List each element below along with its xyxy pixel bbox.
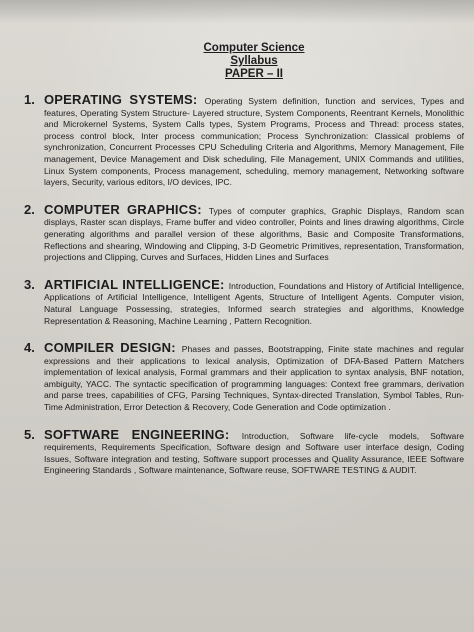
section-number: 1.	[24, 92, 35, 107]
section-body	[44, 203, 464, 264]
section-number: 5.	[24, 426, 35, 442]
section-body	[44, 341, 464, 414]
section-text: Phases and passes, Bootstrapping, Finite state machines and regular expressions and their applications to lexical analysis, Optimization of DFA-Based Pattern Matchers implementation of lexical analysis, Formal grammars and their application to syntax analysis, BNF notation, ambiguity, YACC. The syntactic specification of programming languages: Context free grammars, derivation and parse trees, capabilities of CFG, Parsing Techniques, Syntax-directed Translation, Symbol Tables, Run-Time Administration, Error Detection & Recovery, Code Generation and Code optimization .	[44, 344, 464, 413]
section-text: Introduction, Software life-cycle models, Software requirements, Requirements Specification, Software design and Software user interface design, Coding Issues, Software integration and testing, Software support processes and Quality Assurance, IEEE Software Engineering Standards , Software maintenance, Software reuse, SOFTWARE TESTING & AUDIT.	[44, 430, 464, 476]
section-text: Types of computer graphics, Graphic Displays, Random scan displays, Raster scan displays, Frame buffer and video controller, Points and lines drawing algorithms, Circle generating algorithms and parallel version of these algorithms, Basic and Composite Transformations, Reflections and shearing, Windowing and Clipping, 3-D Geometric Primitives, representation, Transformation, projections and Clipping, Curves and Surfaces, Hidden Lines and Surfaces	[44, 205, 464, 263]
section-computer-graphics	[24, 203, 464, 264]
page-shadow	[0, 0, 474, 24]
section-compiler-design	[24, 341, 464, 414]
header-subject: Computer Science	[203, 42, 305, 54]
section-software-engineering	[24, 428, 464, 477]
document-header	[44, 42, 464, 81]
section-title: SOFTWARE ENGINEERING:	[44, 426, 242, 442]
section-text: Introduction, Foundations and History of Artificial Intelligence, Applications of Artificial Intelligence, Intelligent Agents, Structure of Intelligent Agents. Computer vision, Natural Language Possessing, strategies, Informed search strategies and algorithms, Knowledge Representation & Reasoning, Machine Learning , Pattern Recognition.	[44, 280, 464, 326]
section-operating-systems	[24, 93, 464, 189]
header-paper: PAPER – II	[225, 68, 283, 80]
section-text: Operating System definition, function and services, Types and features, Operating System Structure- Layered structure, System Components, Reentrant Kernels, Monolithic and Microkernel Systems, System Calls types, System Programs, Process and Thread: process states, process control block, Inter process communication; Process Synchronization: Classical problems of synchronization, Concurrent Processes CPU Scheduling Criteria and Algorithms, Memory Management, File management, Device Management and Disk scheduling, File Management, UNIX Commands and utilities, Linux System components, Process management, scheduling, memory management, Networking software layers, Security, various editors, I/O devices, IPC.	[44, 96, 464, 188]
section-body	[44, 428, 464, 477]
section-number: 3.	[24, 276, 35, 292]
section-artificial-intelligence	[24, 278, 464, 327]
section-body	[44, 93, 464, 189]
section-title: COMPILER DESIGN:	[44, 340, 182, 356]
section-number: 2.	[24, 201, 35, 217]
section-number: 4.	[24, 340, 35, 356]
section-body	[44, 278, 464, 327]
header-syllabus: Syllabus	[230, 55, 278, 67]
section-title: ARTIFICIAL INTELLIGENCE:	[44, 276, 229, 292]
section-title: COMPUTER GRAPHICS:	[44, 201, 209, 217]
section-title: OPERATING SYSTEMS:	[44, 92, 205, 107]
